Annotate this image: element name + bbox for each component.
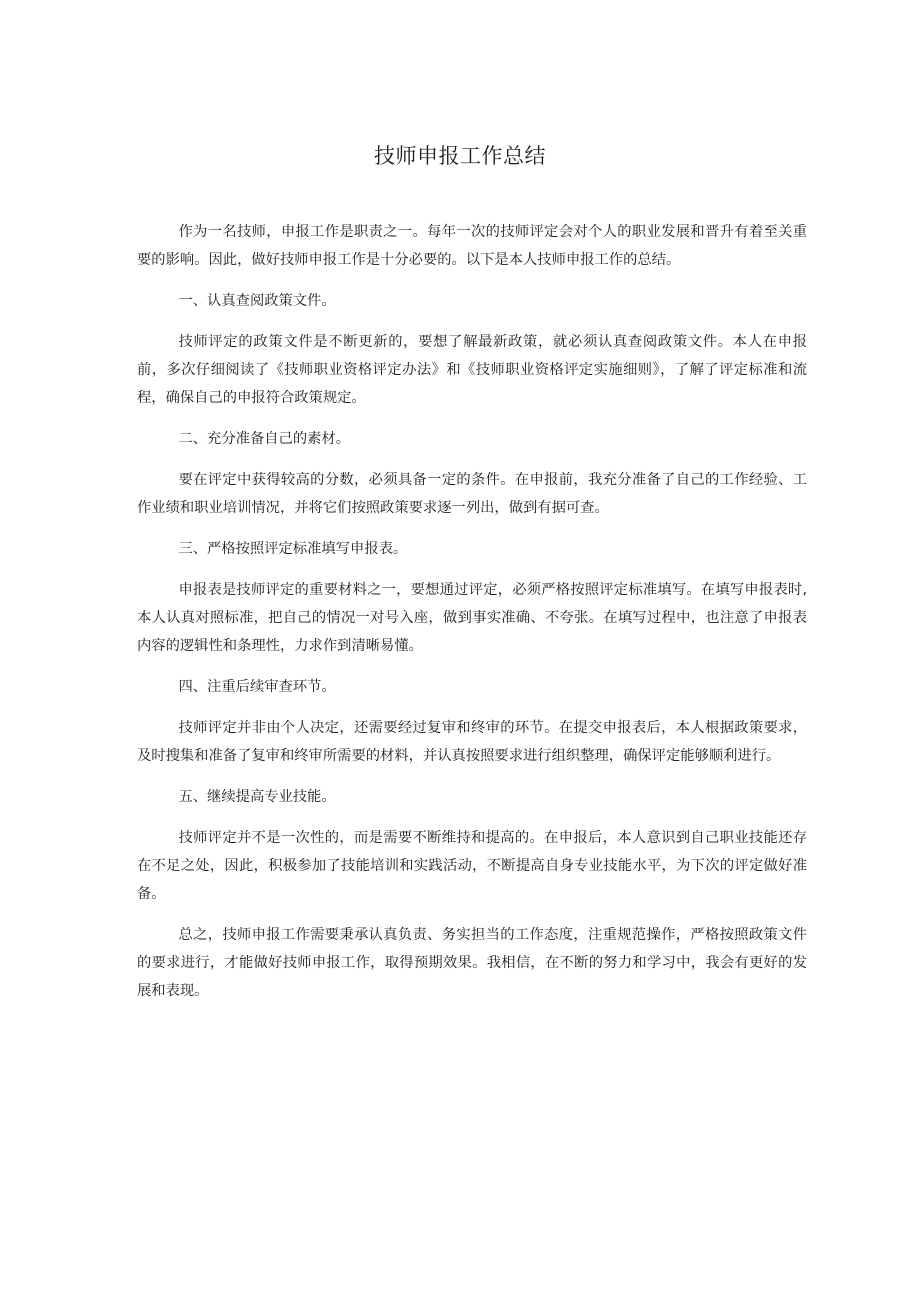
document-body	[137, 218, 807, 1018]
intro-paragraph: 作为一名技师，申报工作是职责之一。每年一次的技师评定会对个人的职业发展和晋升有着至关重要的影响。因此，做好技师申报工作是十分必要的。以下是本人技师申报工作的总结。	[137, 224, 807, 268]
section-4-body: 技师评定并非由个人决定，还需要经过复审和终审的环节。在提交申报表后，本人根据政策要求，及时搜集和准备了复审和终审所需要的材料，并认真按照要求进行组织整理，确保评定能够顺利进行。	[137, 720, 807, 764]
section-2-body: 要在评定中获得较高的分数，必须具备一定的条件。在申报前，我充分准备了自己的工作经验、工作业绩和职业培训情况，并将它们按照政策要求逐一列出，做到有据可查。	[137, 472, 807, 516]
section-5-heading: 五、继续提高专业技能。	[178, 789, 336, 805]
section-2-heading: 二、充分准备自己的素材。	[178, 431, 351, 447]
section-1-body: 技师评定的政策文件是不断更新的，要想了解最新政策，就必须认真查阅政策文件。本人在申报前，多次仔细阅读了《技师职业资格评定办法》和《技师职业资格评定实施细则》，了解了评定标准和流程，确保自己的申报符合政策规定。	[137, 334, 807, 406]
section-4-heading: 四、注重后续审查环节。	[178, 679, 336, 695]
section-3-body: 申报表是技师评定的重要材料之一，要想通过评定，必须严格按照评定标准填写。在填写申报表时,本人认真对照标准，把自己的情况一对号入座，做到事实准确、不夸张。在填写过程中，也注意了申报表内容的逻辑性和条理性，力求作到清晰易懂。	[137, 582, 807, 654]
section-1-heading: 一、认真查阅政策文件。	[178, 293, 336, 309]
document-title: 技师申报工作总结	[374, 144, 546, 168]
section-5-body: 技师评定并不是一次性的，而是需要不断维持和提高的。在申报后，本人意识到自己职业技能还存在不足之处，因此，积极参加了技能培训和实践活动，不断提高自身专业技能水平，为下次的评定做好准备。	[137, 830, 807, 902]
section-3-heading: 三、严格按照评定标准填写申报表。	[178, 541, 408, 557]
conclusion-paragraph: 总之，技师申报工作需要秉承认真负责、务实担当的工作态度，注重规范操作，严格按照政策文件的要求进行，才能做好技师申报工作，取得预期效果。我相信，在不断的努力和学习中，我会有更好的发展和表现。	[137, 927, 807, 999]
